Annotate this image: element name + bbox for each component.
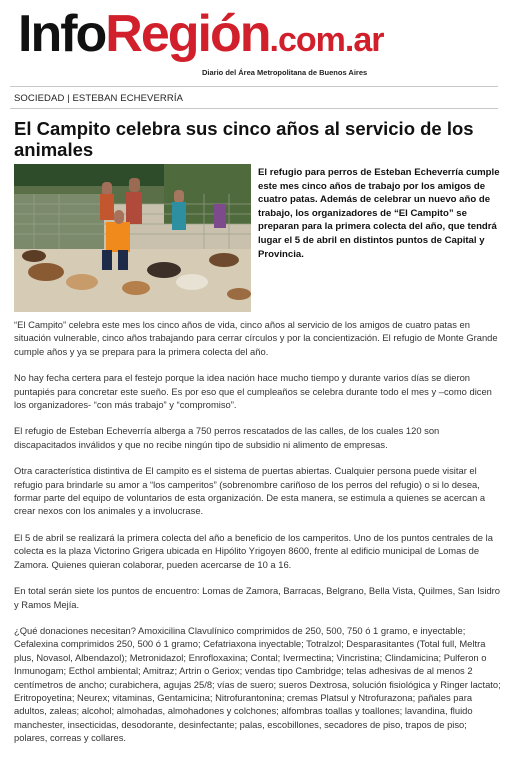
header-divider <box>10 86 498 87</box>
article-paragraph-2: No hay fecha certera para el festejo porque la idea nación hace mucho tiempo y durante varios días se dieron puntapiés para concretar este sueño. Es por eso que el cumpleaños se celebra durante todo el mes y –como dicen los organizadores- “con más trabajo” y “compromiso”. <box>14 372 492 411</box>
logo-domain: .com.ar <box>269 21 384 59</box>
logo-region: Región <box>105 5 270 63</box>
site-logo[interactable] <box>18 4 383 70</box>
article-paragraph-6: En total serán siete los puntos de encuentro: Lomas de Zamora, Barracas, Belgrano, Bella Vista, Quilmes, San Isidro y Ramos Mejía. <box>14 585 501 610</box>
article-photo <box>14 164 251 312</box>
article-paragraph-5: El 5 de abril se realizará la primera colecta del año a beneficio de los camperitos. Uno de los puntos centrales de la colecta es la plaza Victorino Grigera ubicada en Hipólito Yrigoyen 8600, frente al edificio municipal de Lomas de Zamora. Quienes quieran colaborar, pueden acercarse de 10 a 16. <box>14 531 493 570</box>
article-lead: El refugio para perros de Esteban Echeverría cumple este mes cinco años de trabajo por los amigos de cuatro patas. Además de celebrar un nuevo año de trabajo, los organizadores de “El Campito” se preparan para la primera colecta del año, que tendrá lugar el 5 de abril en distintos puntos de Capital y Provincia. <box>258 167 500 260</box>
masthead <box>18 4 498 86</box>
article-paragraph-1: “El Campito” celebra este mes los cinco años de vida, cinco años al servicio de los amigos de cuatro patas en situación vulnerable, cinco años trabajando para cerrar círculos y por la concientización. El refugio de Monte Grande cumple años y ya se prepara para la primera colecta del año. <box>14 319 498 357</box>
article-body <box>14 318 502 758</box>
section-breadcrumb[interactable]: SOCIEDAD | ESTEBAN ECHEVERRÍA <box>14 93 184 104</box>
article-paragraph-7: ¿Qué donaciones necesitan? Amoxicilina Clavulínico comprimidos de 250, 500, 750 ó 1 gramo, e inyectable; Cefalexina comprimidos 250, 500 ó 1 gramo; Cefatriaxona inyectable; Totralzol; Desparasitantes (Total full, Meltra plus, Novasol, Albendazol); Metronidazol; Enrofloxaxina; Contal; Ivermectina; Vincristina; Clindamicina; Pulferon o Inmunogam; Ecthol ambiental; Amitraz; Artrin o Geriox; vendas tipo Cambridge; telas adhesivas de al menos 2 centímetros de ancho; curabichera, agujas 25/8; vías de suero; sueros Dextrosa, solución fisiológica y Ringer lactato; Eritropoyetina; Neurex; vitaminas, Gentamicina; Nitrofurantonina; cremas Platsul y Ntrofurazona; pañales para adultos, zaleas; alcohol; almohadas, almohadones y colchones; alfombras toallas y toallones; lavandina, fluido manchester, insecticidas, desodorante, desinfectante; palas, escobillones, secadores de piso, trapos de piso; polares, correas y collares. <box>14 624 501 744</box>
article-paragraph-4: Otra característica distintiva de El campito es el sistema de puertas abiertas. Cualquier persona puede visitar el refugio para brindarle su amor a “los camperitos” (sobrenombre cariñoso de los perros del refugio) o si lo desea, formar parte del equipo de voluntarios de esta organización. De esta manera, se estimula a quienes se acercan a crear nexos con los animales y a involucrase. <box>14 465 486 517</box>
logo-info: Info <box>18 5 106 63</box>
site-tagline: Diario del Área Metropolitana de Buenos Aires <box>202 68 368 77</box>
section-divider <box>10 108 498 109</box>
article-paragraph-3: El refugio de Esteban Echeverría alberga a 750 perros rescatados de las calles, de los cuales 120 son discapacitados inválidos y que no recibe ningún tipo de subsidio ni alimento de empresas. <box>14 425 440 450</box>
article-title: El Campito celebra sus cinco años al servicio de los animales <box>14 118 474 160</box>
